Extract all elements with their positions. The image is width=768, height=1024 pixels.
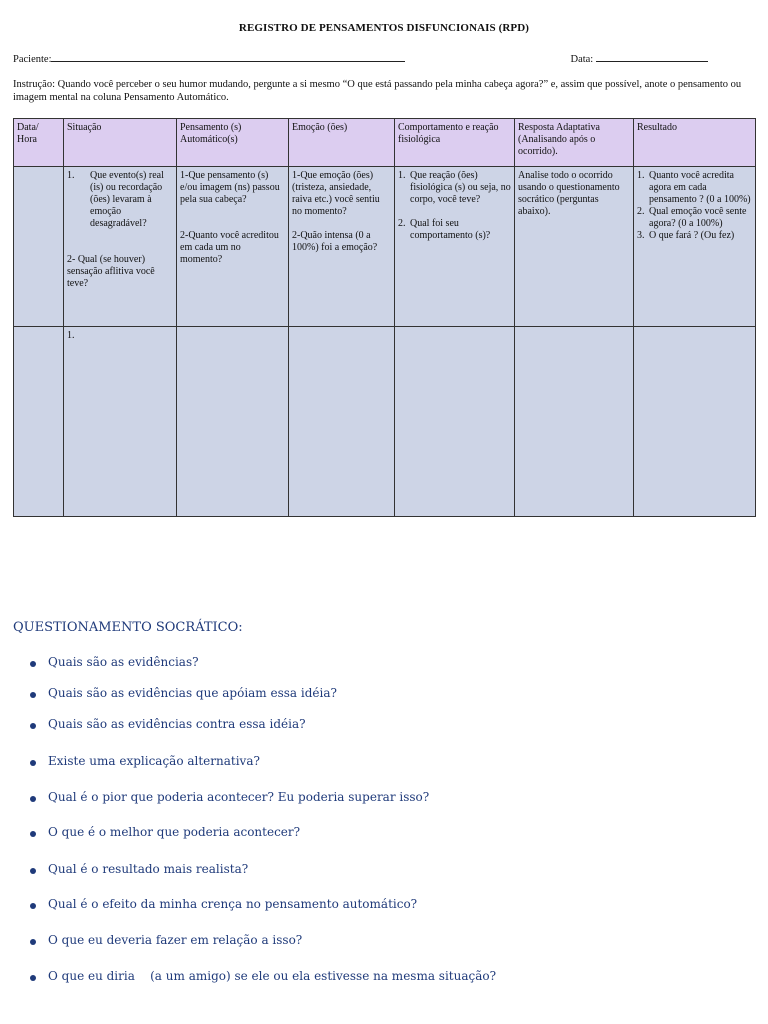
header-data-hora: Data/ Hora [14, 119, 64, 167]
situacao-entry-text: 1. [67, 330, 75, 341]
comportamento-item-1-num: 1. [398, 170, 406, 181]
question-text: Quais são as evidências que apóiam essa idéia? [48, 686, 337, 700]
question-text: O que eu deveria fazer em relação a isso? [48, 933, 303, 947]
header-resposta-adaptativa: Resposta Adaptativa (Analisando após o ocorrido). [515, 119, 634, 167]
cell-situacao[interactable] [64, 327, 177, 517]
question-text: Qual é o efeito da minha crença no pensamento automático? [48, 897, 418, 911]
header-resultado: Resultado [634, 119, 756, 167]
emocao-item-1-text: 1-Que emoção (ões) (tristeza, ansiedade, raiva etc.) você sentiu no momento? [292, 170, 380, 217]
bullet-icon [30, 692, 36, 698]
bullet-icon [30, 760, 36, 766]
cell-data-hora[interactable] [14, 327, 64, 517]
question-text: O que eu diria (a um amigo) se ele ou ela estivesse na mesma situação? [48, 969, 497, 983]
emocao-item-2-text: 2-Quão intensa (0 a 100%) foi a emoção? [292, 230, 378, 253]
table-header-row [14, 119, 756, 167]
comportamento-item-2 [398, 218, 511, 242]
pensamento-item-1-text: 1-Que pensamento (s) e/ou imagem (ns) passou pela sua cabeça? [180, 170, 280, 205]
bullet-icon [30, 975, 36, 981]
pensamento-item-2-text: 2-Quanto você acreditou em cada um no momento? [180, 230, 279, 265]
header-pensamento: Pensamento (s) Automático(s) [177, 119, 289, 167]
cell-pensamento[interactable] [177, 167, 289, 327]
date-field[interactable] [596, 52, 708, 62]
bullet-icon [30, 661, 36, 667]
page-title: REGISTRO DE PENSAMENTOS DISFUNCIONAIS (RPD) [238, 22, 530, 34]
cell-comportamento[interactable] [395, 167, 515, 327]
table-row [14, 167, 756, 327]
cell-situacao[interactable] [64, 167, 177, 327]
comportamento-item-1-text: Que reação (ões) fisiológica (s) ou seja, no corpo, você teve? [410, 170, 511, 205]
resultado-item-1-num: 1. [637, 170, 645, 181]
question-text: Quais são as evidências contra essa idéia? [48, 717, 306, 731]
situacao-item-2-text: 2- Qual (se houver) sensação aflitiva você teve? [67, 254, 155, 289]
patient-date-line [13, 52, 755, 65]
resultado-item-3-num: 3. [637, 230, 645, 241]
question-text: Existe uma explicação alternativa? [48, 754, 260, 768]
cell-emocao[interactable] [289, 167, 395, 327]
question-text: Qual é o pior que poderia acontecer? Eu poderia superar isso? [48, 790, 430, 804]
situacao-item-1-num: 1. [67, 170, 75, 181]
situacao-item-1-text: Que evento(s) real (is) ou recordação (ões) levaram à emoção desagradável? [90, 170, 164, 229]
resultado-item-2-num: 2. [637, 206, 645, 217]
bullet-icon [30, 939, 36, 945]
bullet-icon [30, 796, 36, 802]
header-situacao: Situação [64, 119, 177, 167]
situacao-item-1 [67, 170, 173, 230]
question-text: O que é o melhor que poderia acontecer? [48, 825, 301, 839]
patient-field[interactable] [51, 52, 405, 62]
cell-data-hora[interactable] [14, 167, 64, 327]
resultado-item-2 [637, 206, 752, 230]
bullet-icon [30, 723, 36, 729]
cell-emocao[interactable] [289, 327, 395, 517]
cell-resultado[interactable] [634, 167, 756, 327]
resultado-item-1-text: Quanto você acredita agora em cada pensamento ? (0 a 100%) [649, 170, 751, 205]
bullet-icon [30, 831, 36, 837]
question-text: Quais são as evidências? [48, 655, 199, 669]
comportamento-item-2-text: Qual foi seu comportamento (s)? [410, 218, 491, 241]
cell-resposta-adaptativa[interactable] [515, 167, 634, 327]
header-emocao: Emoção (ões) [289, 119, 395, 167]
resultado-item-2-text: Qual emoção você sente agora? (0 a 100%) [649, 206, 747, 229]
resultado-item-3-text: O que fará ? (Ou fez) [649, 230, 735, 241]
date-label: Data: [570, 54, 594, 65]
socratic-title: QUESTIONAMENTO SOCRÁTICO: [13, 620, 243, 635]
bullet-icon [30, 903, 36, 909]
cell-resposta-adaptativa[interactable] [515, 327, 634, 517]
bullet-icon [30, 868, 36, 874]
patient-label: Paciente: [13, 54, 52, 65]
question-text: Qual é o resultado mais realista? [48, 862, 249, 876]
cell-comportamento[interactable] [395, 327, 515, 517]
cell-resultado[interactable] [634, 327, 756, 517]
resultado-item-1 [637, 170, 752, 206]
instruction-text: Instrução: Quando você perceber o seu humor mudando, pergunte a si mesmo “O que está passando pela minha cabeça agora?” e, assim que possível, anote o pensamento ou imagem mental na coluna Pensamento Automático. [13, 79, 742, 103]
comportamento-item-1 [398, 170, 511, 206]
rpd-table [13, 118, 756, 517]
header-comportamento: Comportamento e reação fisiológica [395, 119, 515, 167]
resposta-text: Analise todo o ocorrido usando o questionamento socrático (perguntas abaixo). [518, 170, 620, 217]
table-row [14, 327, 756, 517]
comportamento-item-2-num: 2. [398, 218, 406, 229]
cell-pensamento[interactable] [177, 327, 289, 517]
resultado-item-3 [637, 230, 752, 242]
